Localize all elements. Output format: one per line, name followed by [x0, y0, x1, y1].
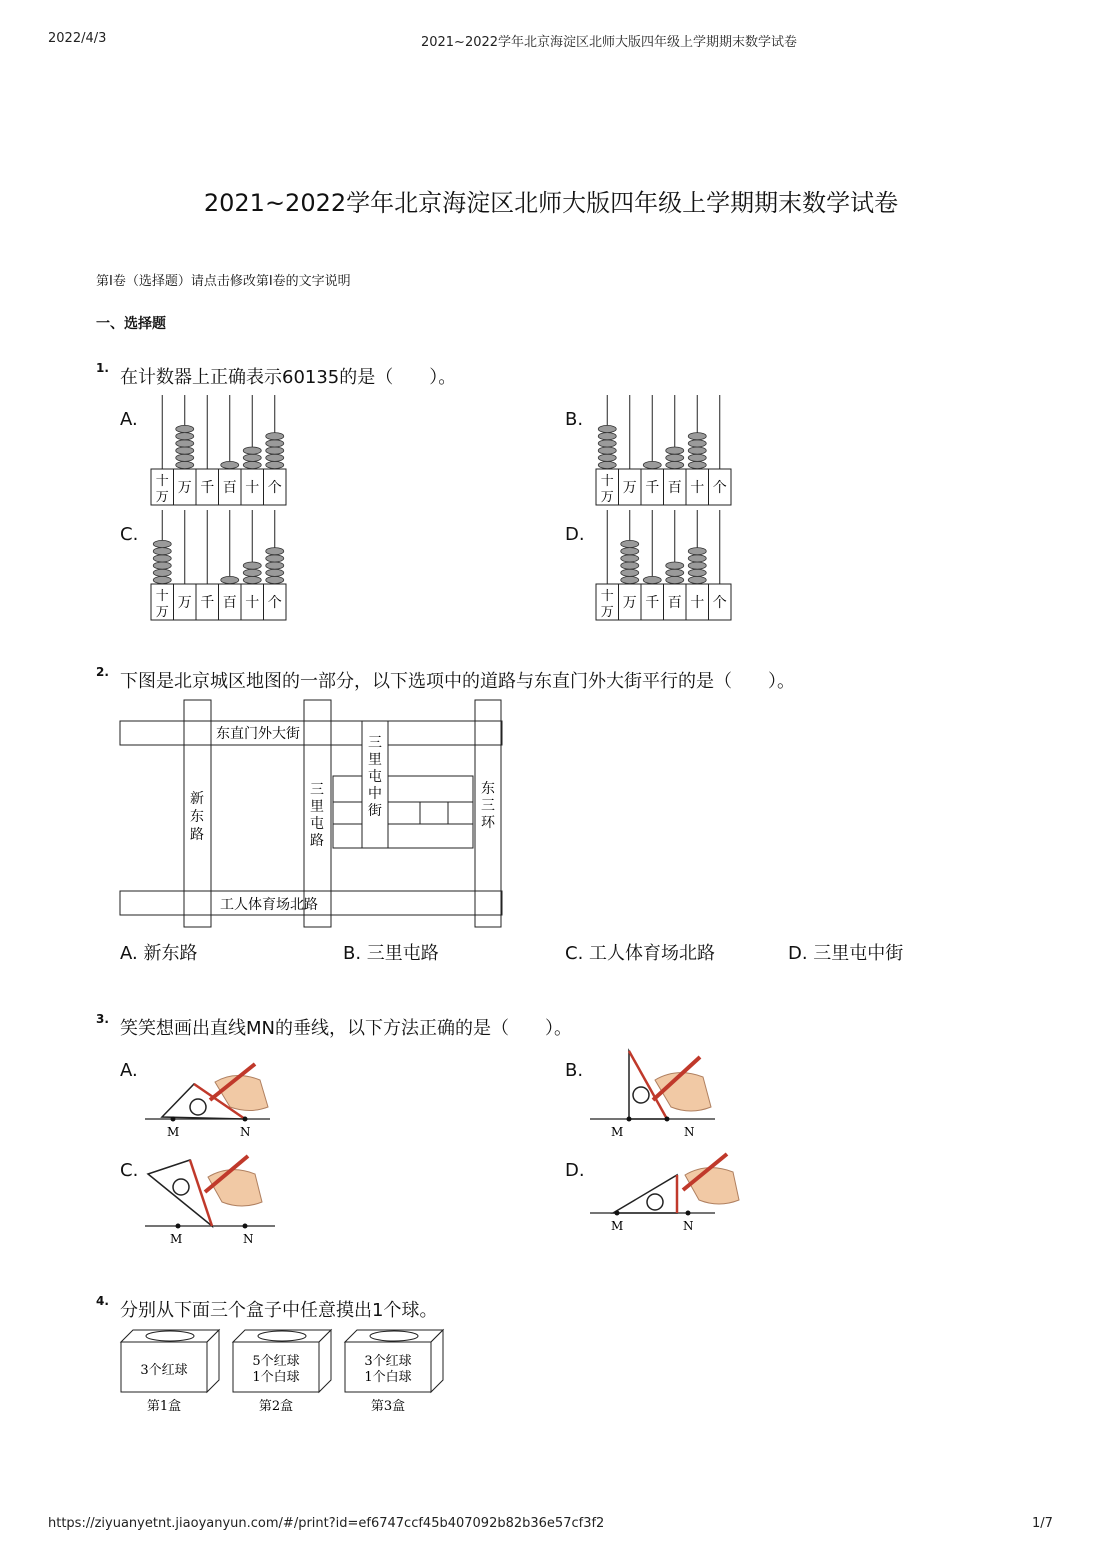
abacus-place-label: 千 — [200, 595, 215, 611]
abacus-place-label: 万 — [600, 605, 614, 620]
q3-option-a-label[interactable]: A. — [120, 1060, 138, 1081]
abacus-place-label: 百 — [222, 595, 237, 611]
abacus-bead — [266, 461, 284, 468]
footer-url[interactable]: https://ziyuanyetnt.jiaoyanyun.com/#/print?id=ef6747ccf45b407092b82b36e57cf3f2 — [48, 1516, 605, 1531]
abacus-place-label: 千 — [645, 480, 660, 496]
abacus-bead — [688, 461, 706, 468]
abacus-place-label: 十 — [245, 595, 260, 611]
q3d-n-label: N — [683, 1219, 694, 1233]
q1-option-c-label[interactable]: C. — [120, 524, 139, 545]
abacus-bead — [266, 447, 284, 454]
hand-pencil-illustration — [205, 1156, 262, 1206]
q3a-m-label: M — [167, 1125, 180, 1139]
hand-pencil-illustration — [683, 1154, 739, 1204]
q3-figure-d — [585, 1150, 745, 1240]
abacus-bead — [243, 576, 261, 583]
svg-text:里: 里 — [310, 799, 324, 815]
abacus-bead — [153, 576, 171, 583]
abacus-bead — [266, 569, 284, 576]
abacus-bead — [688, 569, 706, 576]
header-doc-title: 2021~2022学年北京海淀区北师大版四年级上学期期末数学试卷 — [420, 35, 798, 50]
q2-option-a[interactable]: A. 新东路 — [120, 943, 198, 964]
box-content-line: 1个白球 — [252, 1370, 300, 1385]
abacus-place-label: 万 — [177, 480, 192, 496]
abacus-bead — [176, 425, 194, 432]
q1-abacus-a — [148, 393, 293, 508]
q1-option-a-label[interactable]: A. — [120, 409, 138, 430]
abacus-bead — [266, 576, 284, 583]
hand-pencil-illustration — [210, 1064, 268, 1111]
abacus-place-label: 十 — [155, 474, 169, 489]
q3a-n-label: N — [240, 1125, 251, 1139]
q3-option-b-label[interactable]: B. — [565, 1060, 584, 1081]
q1-text: 在计数器上正确表示60135的是（ ）。 — [120, 367, 457, 388]
abacus-bead — [266, 440, 284, 447]
svg-text:环: 环 — [481, 815, 495, 831]
abacus-bead — [621, 569, 639, 576]
q1-option-d-label[interactable]: D. — [565, 524, 585, 545]
map-label-dongsanhuan — [481, 781, 496, 831]
q1-option-b-label[interactable]: B. — [565, 409, 584, 430]
svg-text:三: 三 — [481, 798, 495, 814]
abacus-bead — [688, 433, 706, 440]
abacus-place-label: 百 — [667, 595, 682, 611]
box-content-line: 5个红球 — [252, 1354, 300, 1369]
q3b-n-label: N — [684, 1125, 695, 1139]
abacus-bead — [221, 576, 239, 583]
svg-text:东: 东 — [190, 809, 204, 825]
q2-option-c[interactable]: C. 工人体育场北路 — [565, 943, 716, 964]
section-note: 第Ⅰ卷（选择题）请点击修改第Ⅰ卷的文字说明 — [96, 274, 351, 289]
svg-text:屯: 屯 — [368, 769, 382, 785]
ball-box — [121, 1330, 219, 1414]
abacus-place-label: 万 — [155, 605, 169, 620]
q1-abacus-d — [593, 508, 738, 623]
box-caption: 第2盒 — [258, 1399, 294, 1414]
abacus-place-label: 个 — [267, 480, 282, 496]
abacus-bead — [176, 447, 194, 454]
abacus-bead — [153, 569, 171, 576]
abacus-bead — [176, 440, 194, 447]
abacus-bead — [688, 440, 706, 447]
svg-text:中: 中 — [368, 786, 382, 802]
abacus-bead — [266, 433, 284, 440]
abacus-place-label: 个 — [267, 595, 282, 611]
abacus-place-label: 十 — [690, 480, 705, 496]
q3c-n-label: N — [243, 1232, 254, 1246]
abacus-bead — [666, 576, 684, 583]
map-label-xindong — [190, 791, 204, 843]
abacus-bead — [153, 562, 171, 569]
q2-street-map — [118, 698, 508, 930]
abacus-bead — [621, 562, 639, 569]
box-content-line: 3个红球 — [364, 1354, 412, 1369]
abacus-bead — [598, 440, 616, 447]
q3-option-d-label[interactable]: D. — [565, 1160, 585, 1181]
abacus-bead — [621, 548, 639, 555]
print-date: 2022/4/3 — [48, 31, 107, 46]
q3b-m-label: M — [611, 1125, 624, 1139]
page-title: 2021~2022学年北京海淀区北师大版四年级上学期期末数学试卷 — [203, 189, 899, 217]
q3-figure-b — [585, 1045, 725, 1145]
abacus-bead — [176, 461, 194, 468]
q2-number: 2. — [96, 665, 109, 679]
abacus-bead — [688, 576, 706, 583]
abacus-bead — [598, 454, 616, 461]
svg-text:里: 里 — [368, 752, 382, 768]
q3-option-c-label[interactable]: C. — [120, 1160, 139, 1181]
q2-option-d[interactable]: D. 三里屯中街 — [788, 943, 904, 964]
svg-text:路: 路 — [190, 827, 204, 843]
abacus-bead — [621, 555, 639, 562]
abacus-place-label: 个 — [712, 595, 727, 611]
abacus-bead — [176, 454, 194, 461]
hand-pencil-illustration — [653, 1057, 711, 1111]
abacus-bead — [243, 461, 261, 468]
q3-figure-a — [140, 1052, 280, 1142]
abacus-bead — [643, 461, 661, 468]
abacus-place-label: 十 — [690, 595, 705, 611]
box-content-line: 1个白球 — [364, 1370, 412, 1385]
abacus-place-label: 个 — [712, 480, 727, 496]
abacus-place-label: 万 — [177, 595, 192, 611]
abacus-bead — [666, 569, 684, 576]
svg-text:东: 东 — [481, 781, 495, 797]
abacus-place-label: 十 — [600, 474, 614, 489]
abacus-bead — [598, 425, 616, 432]
box-content-line: 3个红球 — [140, 1363, 188, 1378]
abacus-bead — [688, 555, 706, 562]
abacus-bead — [243, 562, 261, 569]
abacus-bead — [153, 555, 171, 562]
abacus-bead — [666, 447, 684, 454]
q1-abacus-b — [593, 393, 738, 508]
abacus-bead — [153, 540, 171, 547]
svg-text:三: 三 — [310, 782, 324, 798]
map-label-dongzhimen: 东直门外大街 — [216, 726, 300, 742]
q3-number: 3. — [96, 1012, 109, 1026]
svg-text:路: 路 — [310, 833, 324, 849]
q2-option-b[interactable]: B. 三里屯路 — [343, 943, 439, 964]
abacus-bead — [688, 548, 706, 555]
q3-text: 笑笑想画出直线MN的垂线，以下方法正确的是（ ）。 — [120, 1018, 572, 1039]
q3-figure-c — [140, 1152, 280, 1247]
svg-text:街: 街 — [368, 803, 382, 819]
abacus-bead — [666, 461, 684, 468]
abacus-bead — [688, 447, 706, 454]
abacus-bead — [266, 562, 284, 569]
map-label-sanlitun-lu — [310, 782, 324, 849]
abacus-place-label: 万 — [155, 490, 169, 505]
abacus-place-label: 千 — [200, 480, 215, 496]
abacus-bead — [643, 576, 661, 583]
abacus-bead — [176, 433, 194, 440]
abacus-bead — [598, 433, 616, 440]
footer-page-number: 1/7 — [1032, 1516, 1053, 1531]
abacus-place-label: 十 — [600, 589, 614, 604]
section-heading: 一、选择题 — [96, 316, 166, 332]
abacus-bead — [666, 454, 684, 461]
box-caption: 第1盒 — [146, 1399, 182, 1414]
q3d-m-label: M — [611, 1219, 624, 1233]
abacus-bead — [243, 569, 261, 576]
abacus-place-label: 万 — [622, 595, 637, 611]
ball-box — [345, 1330, 443, 1414]
abacus-place-label: 十 — [155, 589, 169, 604]
q2-text: 下图是北京城区地图的一部分，以下选项中的道路与东直门外大街平行的是（ ）。 — [120, 671, 795, 692]
abacus-bead — [243, 447, 261, 454]
abacus-place-label: 百 — [667, 480, 682, 496]
map-label-sanlitun-zhongjie — [368, 735, 382, 819]
abacus-place-label: 千 — [645, 595, 660, 611]
abacus-place-label: 百 — [222, 480, 237, 496]
q1-abacus-c — [148, 508, 293, 623]
q4-number: 4. — [96, 1294, 109, 1308]
abacus-place-label: 十 — [245, 480, 260, 496]
abacus-bead — [688, 454, 706, 461]
q1-number: 1. — [96, 361, 109, 375]
box-caption: 第3盒 — [370, 1399, 406, 1414]
abacus-place-label: 万 — [600, 490, 614, 505]
abacus-bead — [621, 540, 639, 547]
q4-text: 分别从下面三个盒子中任意摸出1个球。 — [120, 1300, 438, 1321]
abacus-bead — [266, 454, 284, 461]
abacus-bead — [621, 576, 639, 583]
abacus-bead — [688, 562, 706, 569]
ball-box — [233, 1330, 331, 1414]
abacus-bead — [266, 548, 284, 555]
abacus-bead — [598, 447, 616, 454]
svg-text:新: 新 — [190, 791, 204, 807]
svg-text:屯: 屯 — [310, 816, 324, 832]
abacus-bead — [266, 555, 284, 562]
svg-text:三: 三 — [368, 735, 382, 751]
abacus-bead — [598, 461, 616, 468]
abacus-bead — [666, 562, 684, 569]
abacus-bead — [153, 548, 171, 555]
map-label-gongti: 工人体育场北路 — [220, 897, 318, 913]
abacus-bead — [221, 461, 239, 468]
abacus-bead — [243, 454, 261, 461]
q3c-m-label: M — [170, 1232, 183, 1246]
q4-boxes — [118, 1328, 458, 1418]
abacus-place-label: 万 — [622, 480, 637, 496]
